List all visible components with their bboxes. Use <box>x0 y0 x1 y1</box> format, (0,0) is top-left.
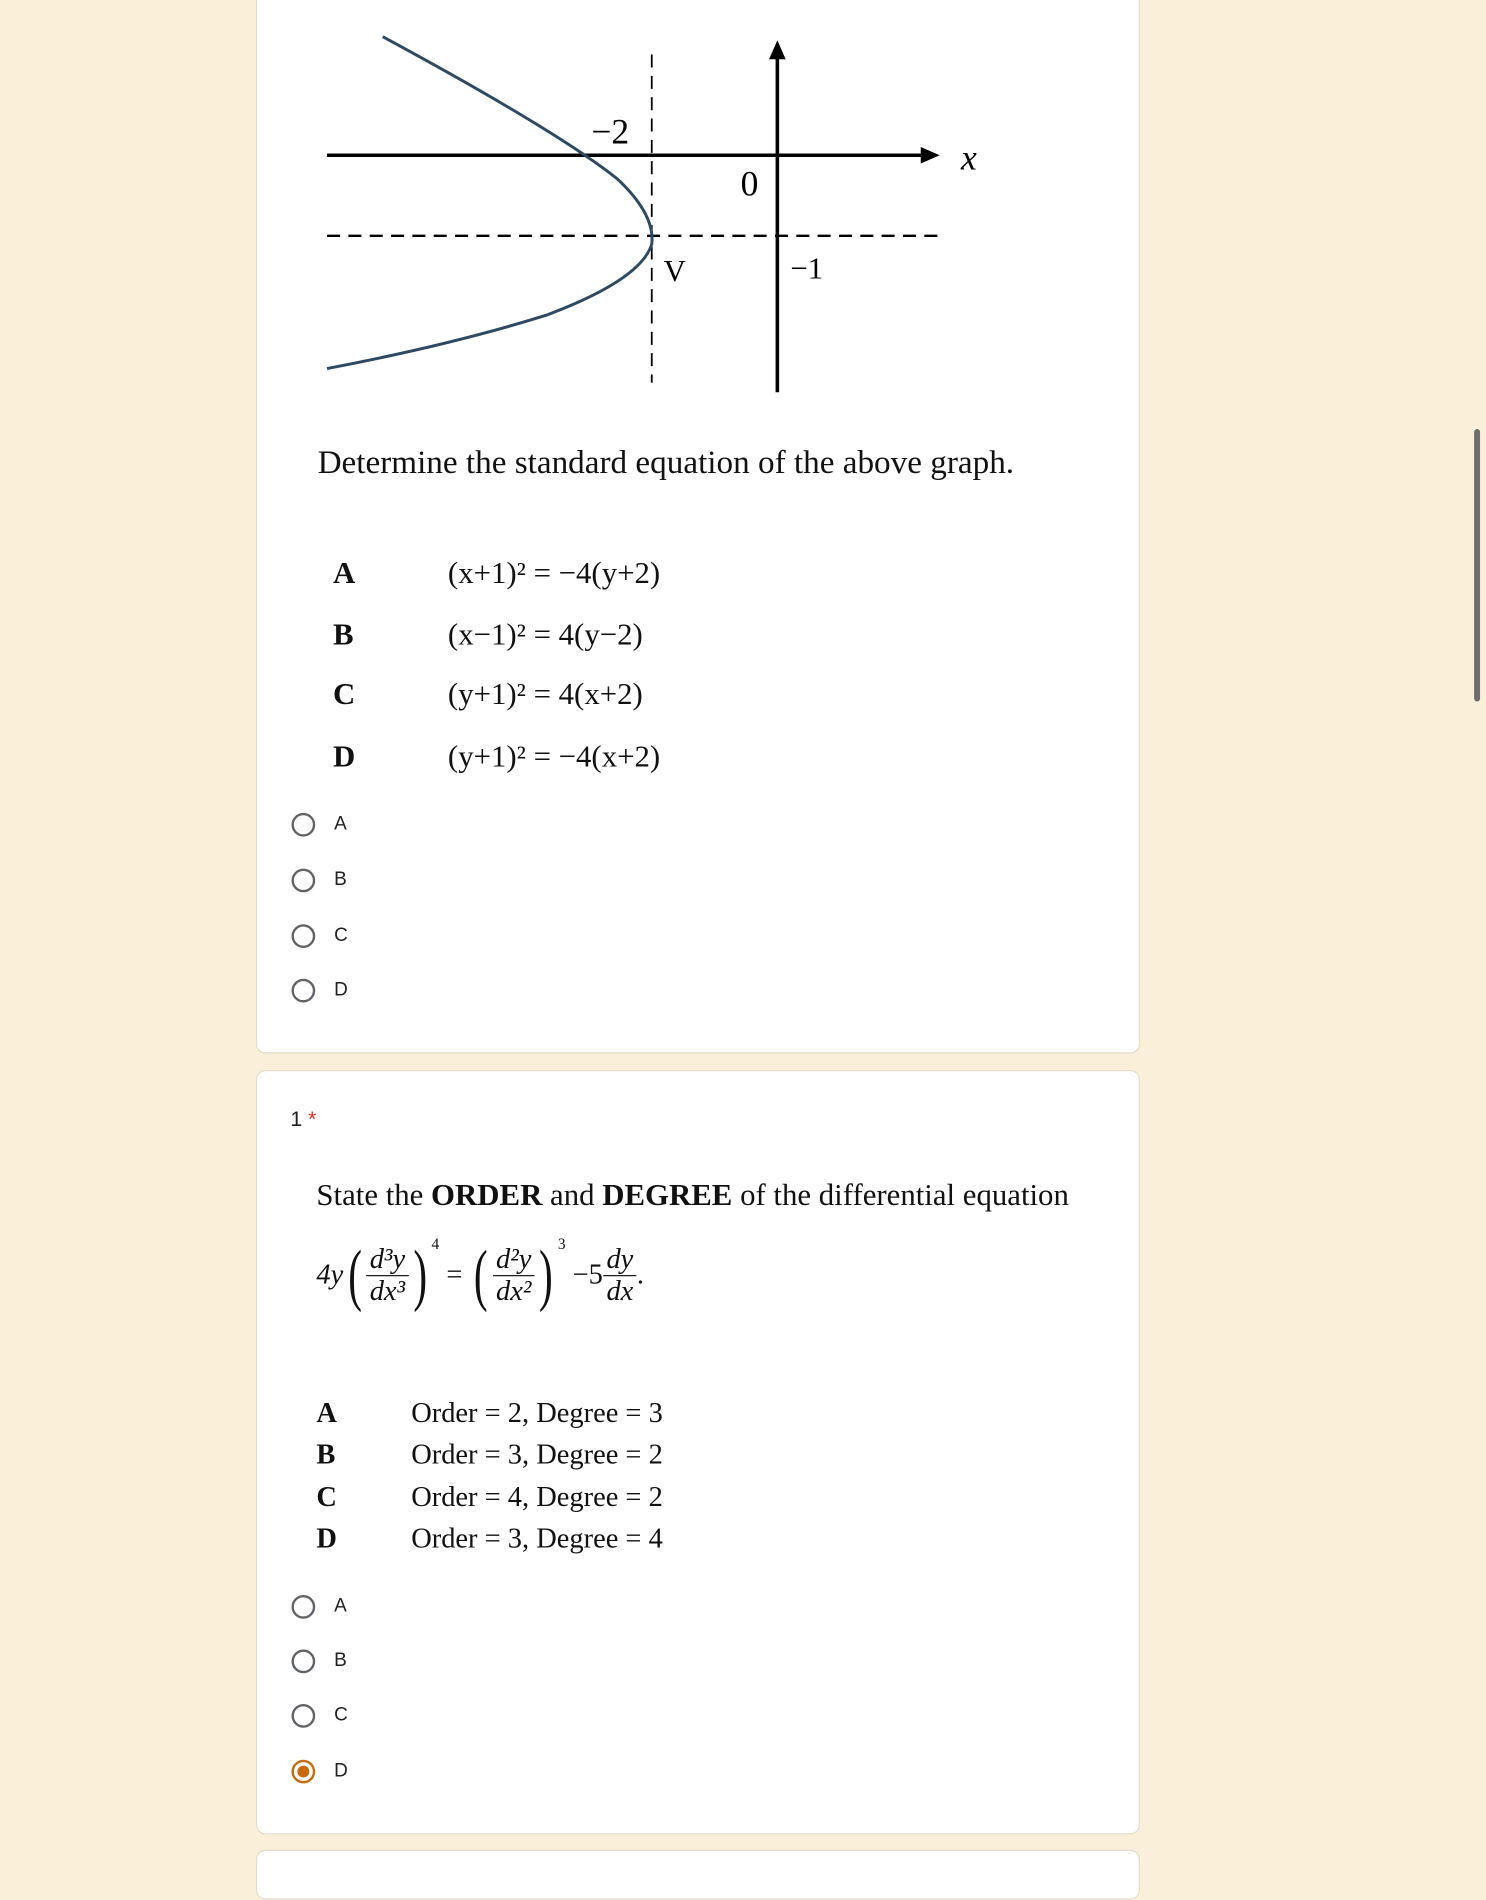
radio-label[interactable]: C <box>334 1705 348 1726</box>
x-axis-label: x <box>961 137 977 178</box>
radio-button[interactable] <box>292 1704 316 1728</box>
prompt-text: of the differential equation <box>732 1177 1069 1213</box>
radio-label[interactable]: D <box>334 979 348 1001</box>
option-letter: C <box>316 1482 337 1514</box>
radio-label[interactable]: D <box>334 1760 348 1782</box>
radio-label[interactable]: C <box>334 925 348 946</box>
x-axis-arrow <box>921 147 940 164</box>
question-card-1 <box>256 1070 1140 1834</box>
radio-label[interactable]: B <box>334 869 347 890</box>
x-tick-label: −2 <box>591 111 630 152</box>
parabola-graph <box>257 1 1139 404</box>
option-text: Order = 2, Degree = 3 <box>411 1398 663 1430</box>
option-letter: A <box>316 1398 337 1430</box>
radio-button[interactable] <box>292 924 316 948</box>
required-asterisk: * <box>308 1106 317 1131</box>
prompt-text: State the <box>316 1177 432 1213</box>
question-number-text: 1 <box>290 1106 303 1131</box>
option-equation: (x+1)² = −4(y+2) <box>447 555 661 591</box>
eq-equals: = <box>446 1259 463 1291</box>
option-text: Order = 4, Degree = 2 <box>411 1482 663 1514</box>
prompt-text: and <box>542 1177 603 1213</box>
radio-label[interactable]: A <box>334 814 347 835</box>
y-axis-arrow <box>769 40 786 59</box>
question-number <box>290 1107 316 1132</box>
eq-term: −5 <box>572 1259 603 1291</box>
option-equation: (y+1)² = 4(x+2) <box>447 676 643 711</box>
eq-coefficient: 4y <box>316 1259 344 1291</box>
option-letter: D <box>316 1523 337 1555</box>
question-card-graph <box>256 0 1140 1053</box>
radio-button-selected[interactable] <box>292 1760 316 1784</box>
vertex-label: V <box>663 253 686 288</box>
next-question-card <box>256 1850 1140 1900</box>
option-letter: C <box>332 676 356 711</box>
radio-button[interactable] <box>292 1650 316 1674</box>
radio-label[interactable]: B <box>334 1650 347 1671</box>
option-text: Order = 3, Degree = 2 <box>411 1439 663 1471</box>
radio-button[interactable] <box>292 979 316 1003</box>
prompt-bold-order: ORDER <box>431 1177 543 1213</box>
y-tick-label: −1 <box>790 251 824 286</box>
origin-label: 0 <box>740 163 759 204</box>
option-equation: (x−1)² = 4(y−2) <box>447 617 643 652</box>
eq-fraction: $\frac{\text{d³y}}{\text{dx³}}$ <box>366 1244 408 1308</box>
question-prompt <box>316 1178 1068 1214</box>
radio-label[interactable]: A <box>334 1596 347 1617</box>
eq-fraction: $\frac{dy}{dx}$ <box>603 1244 637 1308</box>
radio-button[interactable] <box>292 869 316 893</box>
option-letter: D <box>332 739 356 774</box>
prompt-bold-degree: DEGREE <box>602 1177 733 1213</box>
radio-button[interactable] <box>292 813 316 837</box>
parabola-curve <box>327 37 652 369</box>
option-letter: A <box>332 555 356 591</box>
question-prompt: Determine the standard equation of the above graph. <box>317 444 1015 482</box>
option-letter: B <box>316 1439 336 1471</box>
radio-button[interactable] <box>292 1595 316 1619</box>
scrollbar[interactable] <box>1474 429 1480 702</box>
option-text: Order = 3, Degree = 4 <box>411 1523 663 1555</box>
eq-power: 4 <box>431 1234 440 1253</box>
option-letter: B <box>332 617 354 652</box>
differential-equation: 4y( $\frac{\text{d³y}}{\text{dx³}}$ ) $^4$ = ( $\frac{\text{d²y}}{\text{dx²}}$ ) $^3$ −5 $\frac{dy}{dx}$ . <box>316 1234 644 1314</box>
option-equation: (y+1)² = −4(x+2) <box>447 739 661 774</box>
eq-power: 3 <box>557 1234 566 1253</box>
eq-fraction: $\frac{\text{d²y}}{\text{dx²}}$ <box>492 1244 534 1308</box>
eq-period: . <box>636 1259 644 1291</box>
